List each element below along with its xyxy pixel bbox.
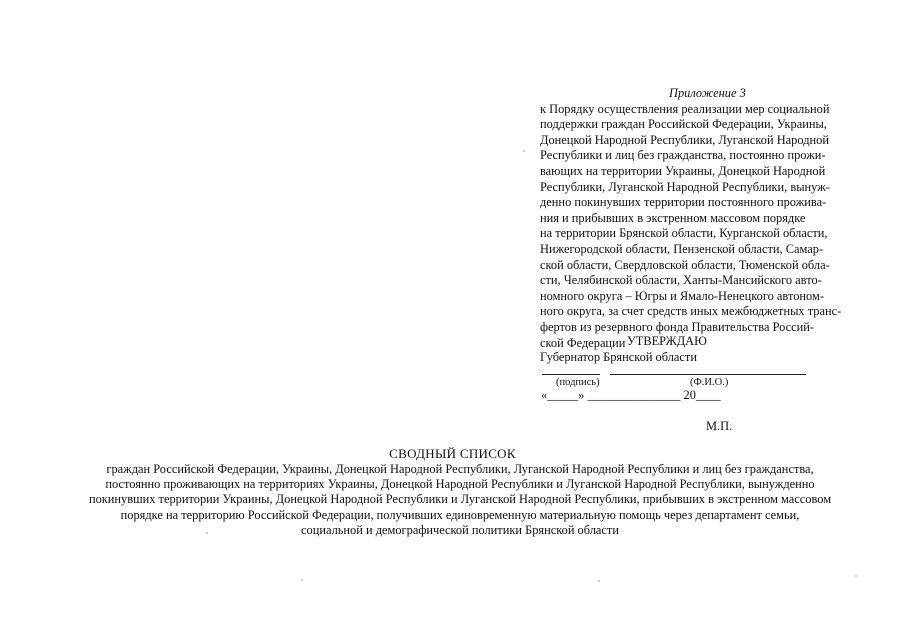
appendix-line: Республики, Луганской Народной Республики, вынуж-	[540, 179, 830, 194]
summary-text	[70, 462, 850, 538]
appendix-line: Республики и лиц без гражданства, постоянно прожи-	[540, 148, 826, 163]
appendix-line: вающих на территории Украины, Донецкой Народной	[540, 163, 826, 178]
appendix-line: денно покинувших территории постоянного прожива-	[540, 195, 827, 210]
date-line: «_____» _______________ 20____	[541, 388, 721, 402]
appendix-line: ного округа, за счет средств иных межбюджетных транс-	[540, 304, 842, 319]
name-caption: (Ф.И.О.)	[690, 377, 729, 388]
appendix-line: фертов из резервного фонда Правительства Россий-	[540, 319, 815, 334]
appendix-line: ния и прибывших в экстренном массовом порядке	[540, 210, 806, 225]
scan-speck	[855, 575, 857, 577]
scan-speck	[523, 150, 525, 152]
appendix-line: номного округа – Югры и Ямало-Ненецкого автоном-	[540, 288, 824, 303]
name-line	[610, 374, 806, 375]
scan-speck	[206, 532, 208, 534]
approval-heading: УТВЕРЖДАЮ	[627, 334, 707, 348]
approval-block	[540, 334, 840, 365]
summary-line: покинувших территории Украины, Донецкой Народной Республики и Луганской Народной Республики, прибывших в экстренном массовом	[88, 492, 832, 507]
appendix-line: к Порядку осуществления реализации мер социальной	[540, 101, 830, 116]
seal-mark: М.П.	[706, 419, 733, 433]
appendix-text	[540, 102, 860, 352]
summary-line: постоянно проживающих на территориях Украины, Донецкой Народной Республики и Луганской Народной Республики, вынужденно	[105, 477, 815, 492]
appendix-line: Донецкой Народной Республики, Луганской Народной	[540, 132, 829, 147]
appendix-line: ской Федерации	[540, 335, 626, 350]
appendix-title: Приложение 3	[669, 86, 746, 100]
summary-line: социальной и демографической политики Брянской области	[301, 522, 619, 537]
summary-line: граждан Российской Федерации, Украины, Донецкой Народной Республики, Луганской Народной Республики и лиц без гражданства,	[106, 462, 814, 476]
appendix-line: поддержки граждан Российской Федерации, Украины,	[540, 117, 827, 132]
summary-line: порядке на территорию Российской Федерации, получивших единовременную материальную помощь через департамент семьи,	[120, 507, 800, 522]
appendix-line: на территории Брянской области, Курганской области,	[540, 226, 828, 241]
scan-speck	[301, 579, 303, 581]
summary-title: СВОДНЫЙ СПИСОК	[389, 446, 516, 461]
appendix-line: ской области, Свердловской области, Тюменской обла-	[540, 257, 830, 272]
appendix-line: сти, Челябинской области, Ханты-Мансийского авто-	[540, 273, 822, 288]
approval-position: Губернатор Брянской области	[540, 349, 697, 364]
signature-caption: (подпись)	[556, 377, 600, 388]
appendix-block	[540, 86, 860, 351]
signature-line	[542, 374, 600, 375]
appendix-line: Нижегородской области, Пензенской области, Самар-	[540, 241, 824, 256]
scan-speck	[598, 580, 600, 582]
